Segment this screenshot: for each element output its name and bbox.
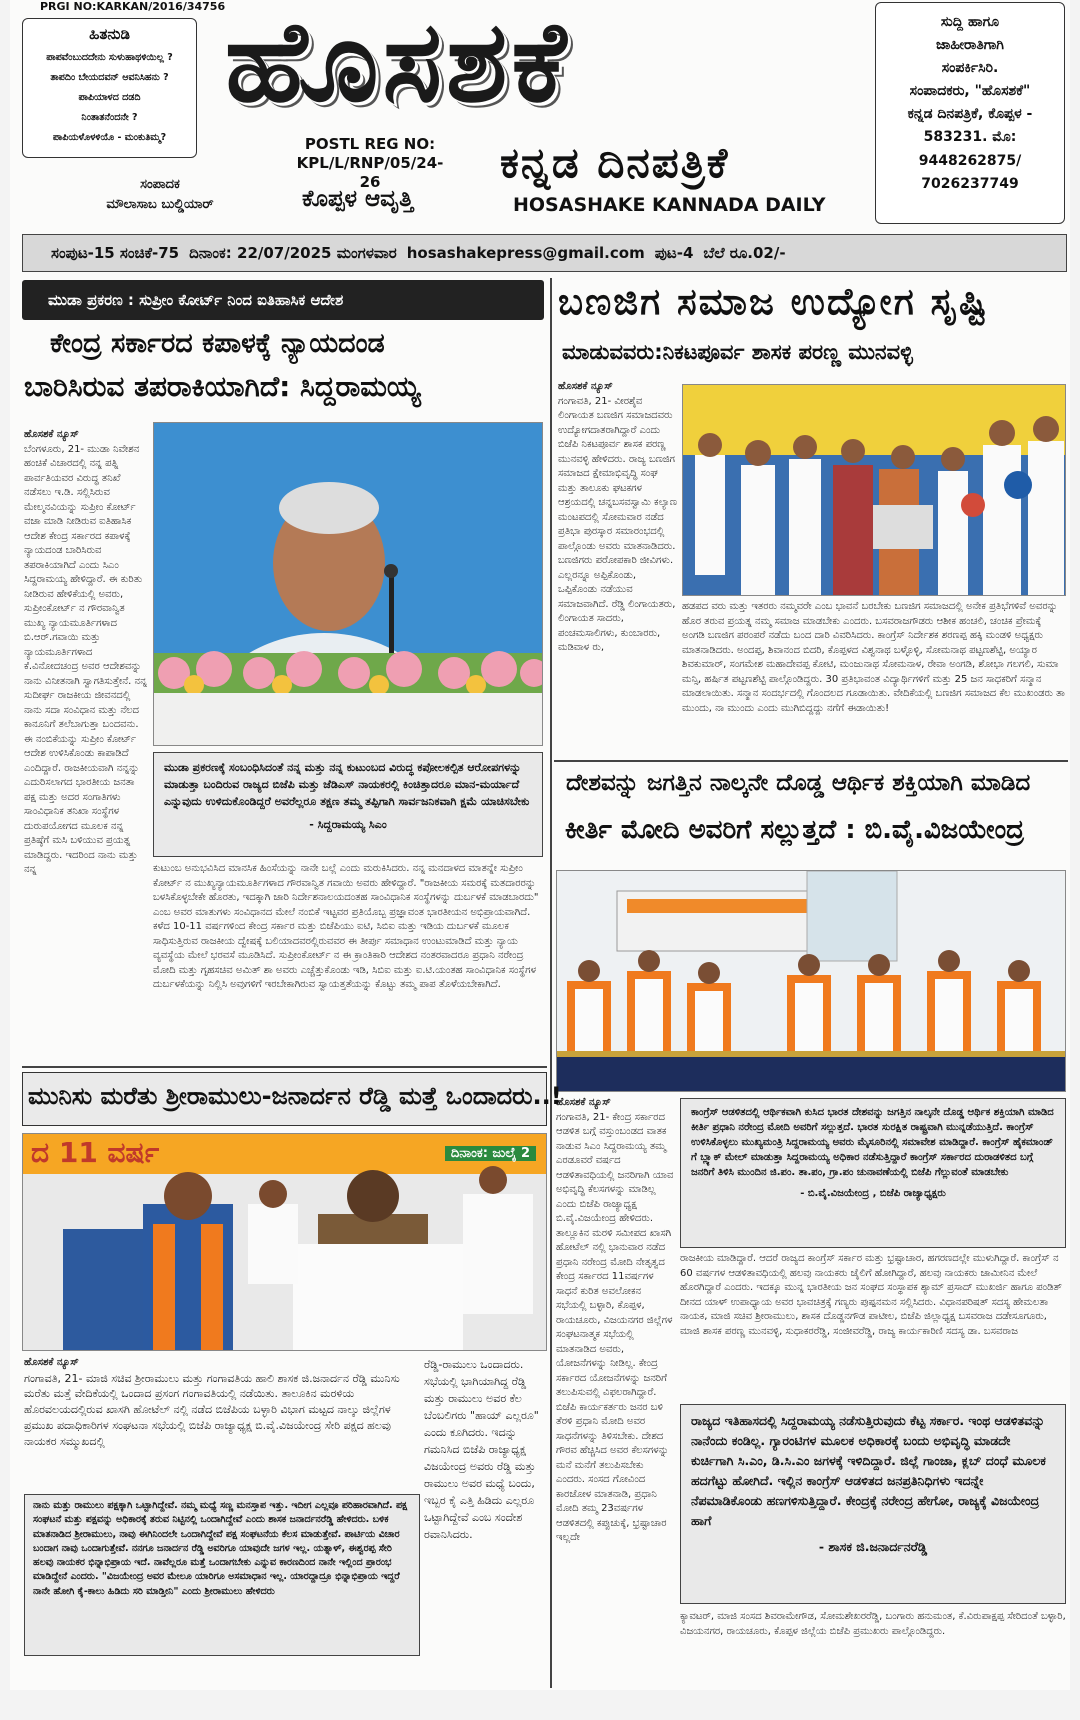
page-count: ಪುಟ-4	[654, 244, 694, 262]
story1-byline: ಹೊಸಶಕೆ ನ್ಯೂಸ್	[24, 429, 79, 440]
story2-photo	[682, 384, 1066, 596]
contact-line: ಜಾಹೀರಾತಿಗಾಗಿ	[936, 37, 1004, 54]
contact-line: 7026237749	[921, 175, 1019, 192]
story3-body-2: ರಾಜಕೀಯ ಮಾಡಿದ್ದಾರೆ. ಆದರೆ ರಾಜ್ಯದ ಕಾಂಗ್ರೆಸ್ ಸರ್ಕಾರ ಮತ್ತು ಭ್ರಷ್ಟಾಚಾರ, ಹಗರಣದಲ್ಲೇ ಮುಳುಗಿದ್ದಾರೆ. ಕಾಂಗ್ರೆಸ್ ನ 60 ವರ್ಷಗಳ ಆಡಳಿತಾವಧಿಯಲ್ಲಿ ಹಲವು ನಾಯಕರು ಜೈಲಿಗೆ ಹೋಗಿದ್ದಾರೆ, ಹಲವು ನಾಯಕರು ಜಾಮೀನಿನ ಮೇಲೆ ಹೊರಗಿದ್ದಾರೆ ಎಂದರು. ಇದಕ್ಕೂ ಮುನ್ನ ಭಾರತೀಯ ಜನ ಸಂಘದ ಸಂಸ್ಥಾಪಕ ಶ್ಯಾಮ್ ಪ್ರಸಾದ್ ಮುಖರ್ಜಿ ಹಾಗೂ ಪಂಡಿತ್ ದೀನದ ಯಾಳ್ ಉಪಾಧ್ಯಾಯ ಅವರ ಭಾವಚಿತ್ರಕ್ಕೆ ಗಣ್ಯರು ಪುಷ್ಪನಮನ ಸಲ್ಲಿಸಿದರು. ವಿಧಾನಪರಿಷತ್ ಸದಸ್ಯ ಹೇಮಲತಾ ನಾಯಕ, ಮಾಜಿ ಸಚಿವ ಶ್ರೀರಾಮುಲು, ಶಾಸಕ ದೊಡ್ಡನಗೌಡ ಪಾಟೀಲ, ಬಿಜೆಪಿ ಜಿಲ್ಲಾಧ್ಯಕ್ಷ ಬಸವರಾಜ ದಡೇಸೂಗೂರು, ಮಾಜಿ ಶಾಸಕ ಪರಣ್ಣ ಮುನವಳ್ಳಿ, ಸುಧಾಕರರೆಡ್ಡಿ, ಸಂಜೀವರೆಡ್ಡಿ, ರಾಜ್ಯ ಕಾರ್ಯಕಾರಿಣಿ ಸದಸ್ಯ ಡಾ. ಬಸವರಾಜ	[680, 1253, 1062, 1337]
editor-block	[70, 175, 250, 214]
story1-kicker: ಮುಡಾ ಪ್ರಕರಣ : ಸುಪ್ರೀಂ ಕೋರ್ಟ್ ನಿಂದ ಐತಿಹಾಸಿಕ ಆದೇಶ	[22, 280, 544, 320]
story3-byline: ಹೊಸಶಕೆ ನ್ಯೂಸ್	[556, 1097, 611, 1108]
story1-body-2: ಕುಟುಂಬ ಅನುಭವಿಸಿದ ಮಾನಸಿಕ ಹಿಂಸೆಯನ್ನು ನಾನೇ ಬಲ್ಲೆ ಎಂದು ಮರುಕಿಸಿದರು. ನನ್ನ ಮನದಾಳದ ಮಾತನ್ನೇ ಸುಪ್ರೀಂ ಕೋರ್ಟ್ ನ ಮುಖ್ಯನ್ಯಾಯಮೂರ್ತಿಗಳಾದ ಗೌರವಾನ್ವಿತ ಗವಾಯಿ ಅವರು ಹೇಳಿದ್ದಾರೆ. "ರಾಜಕೀಯ ಸಮರಕ್ಕೆ ಮತದಾರರನ್ನು ಬಳಸಿಕೊಳ್ಳಬೇಕೇ ಹೊರತು, ಇದಕ್ಕಾಗಿ ಜಾರಿ ನಿರ್ದೇಶನಾಲಯದಂತಹ ಸಾಂವಿಧಾನಿಕ ಸಂಸ್ಥೆಗಳನ್ನು ದುರ್ಬಳಕೆ ಮಾಡಬಾರದು" ಎಂಬ ಅವರ ಮಾತುಗಳು ಸಂವಿಧಾನದ ಮೇಲೆ ನಂಬಿಕೆ ಇಟ್ಟವರ ಪ್ರತಿಯೊಬ್ಬ ಪ್ರಜ್ಞಾವಂತ ಭಾರತೀಯನ ಅಭಿಪ್ರಾಯವಾಗಿದೆ. ಕಳೆದ 10-11 ವರ್ಷಗಳಿಂದ ಕೇಂದ್ರ ಸರ್ಕಾರ ಮತ್ತು ಬಿಜೆಪಿಯು ಐಟಿ, ಸಿಬಿಐ ಮತ್ತು ಇಡಿಯ ದುರ್ಬಳಕೆ ಮೂಲಕ ಸಾಧಿಸುತ್ತಿರುವ ರಾಜಕೀಯ ದ್ವೇಷಕ್ಕೆ ಬಲಿಯಾದವರಲ್ಲಿರುವವರ ಈ ತೀರ್ಪು ಸಮಾಧಾನ ಉಂಟುಮಾಡಿದೆ ಮತ್ತು ನ್ಯಾಯ ವ್ಯವಸ್ಥೆಯ ಮೇಲೆ ಭರವಸೆ ಮೂಡಿಸಿದೆ. ಸುಪ್ರೀಂಕೋರ್ಟ್ ನ ಈ ಕ್ರಾಂತಿಕಾರಿ ಆದೇಶದ ನಂತರವಾದರೂ ಪ್ರಧಾನಿ ನರೇಂದ್ರ ಮೋದಿ ಮತ್ತು ಗೃಹಸಚಿವ ಅಮಿತ್ ಶಾ ಅವರು ಎಚ್ಚೆತ್ತುಕೊಂಡು ಇಡಿ, ಸಿಬಿಐ ಮತ್ತು ಐ.ಟಿ.ಯಂತಹ ಸಾಂವಿಧಾನಿಕ ಸಂಸ್ಥೆಗಳ ದುರ್ಬಳಕೆಯನ್ನು ನಿಲ್ಲಿಸಿ ಅವುಗಳಿಗೆ ಇರಬೇಕಾಗಿರುವ ಸ್ವಾಯತ್ತತೆಯನ್ನು ಕೊಟ್ಟು ತಮ್ಮ ಪಾಪ ತೊಳೆಯಬೇಕಾಗಿದೆ.	[153, 863, 539, 990]
contact-line: ಕನ್ನಡ ದಿನಪತ್ರಿಕೆ, ಕೊಪ್ಪಳ -	[907, 106, 1033, 123]
edition-name: ಕೊಪ್ಪಳ ಆವೃತ್ತಿ	[302, 186, 414, 212]
story1-headline-line1: ಕೇಂದ್ರ ಸರ್ಕಾರದ ಕಪಾಳಕ್ಕೆ ನ್ಯಾಯದಂಡ	[50, 328, 385, 359]
story4-photo	[22, 1133, 547, 1351]
story4-quote-box	[24, 1494, 420, 1656]
story1-column	[24, 428, 149, 1063]
story4-body: ಗಂಗಾವತಿ, 21- ಮಾಜಿ ಸಚಿವ ಶ್ರೀರಾಮುಲು ಮತ್ತು ಗಂಗಾವತಿಯ ಹಾಲಿ ಶಾಸಕ ಜಿ.ಜನಾರ್ದನ ರೆಡ್ಡಿ ಮುನಿಸು ಮರೆತು ಮತ್ತೆ ವೇದಿಕೆಯಲ್ಲಿ ಒಂದಾದ ಪ್ರಸಂಗ ಗಂಗಾವತಿಯಲ್ಲಿ ನಡೆಯಿತು. ತಾಲೂಕಿನ ಮರಳಿಯ ಹೊರವಲಯದಲ್ಲಿರುವ ಖಾಸಗಿ ಹೋಟೆಲ್ ನಲ್ಲಿ ನಡೆದ ಬಿಜೆಪಿಯ ಬಳ್ಳಾರಿ ವಿಭಾಗ ಮಟ್ಟದ ನಾಲ್ಕು ಜಿಲ್ಲೆಗಳ ಪ್ರಮುಖ ಪದಾಧಿಕಾರಿಗಳ ಸಂಘಟನಾ ಸಭೆಯಲ್ಲಿ ಬಿಜೆಪಿ ರಾಜ್ಯಾಧ್ಯಕ್ಷ ಬಿ.ವೈ.ವಿಜಯೇಂದ್ರ ಸೇರಿ ಪಕ್ಷದ ಹಲವು ನಾಯಕರ ಸಮ್ಮುಖದಲ್ಲಿ	[24, 1371, 400, 1449]
story2-column	[558, 380, 678, 752]
story2-headline-line1: ಬಣಜಿಗ ಸಮಾಜ ಉದ್ಯೋಗ ಸೃಷ್ಟಿ	[558, 280, 989, 323]
contact-line: 9448262875/	[918, 152, 1022, 169]
masthead-title: ಹೊಸಶಕೆ	[225, 2, 571, 122]
story3-column-2	[680, 1252, 1066, 1400]
story3-quote-box-2	[680, 1404, 1066, 1604]
postal-registration	[290, 135, 450, 191]
story2-headline-line2: ಮಾಡುವವರು:ನಿಕಟಪೂರ್ವ ಶಾಸಕ ಪರಣ್ಣ ಮುನವಳ್ಳಿ	[562, 340, 913, 364]
thought-line: ಪಾಪಿಯಳೊಳಳಿಯೊ - ಮಂಕುತಿಮ್ಮ?	[52, 132, 167, 143]
issue-info-strip	[22, 234, 1067, 272]
story3-quote-2: ರಾಜ್ಯದ ಇತಿಹಾಸದಲ್ಲಿ ಸಿದ್ದರಾಮಯ್ಯ ನಡೆಸುತ್ತಿರುವುದು ಕೆಟ್ಟ ಸರ್ಕಾರ. ಇಂಥ ಆಡಳಿತವನ್ನು ನಾನೆಂದು ಕಂಡಿಲ್ಲ. ಗ್ಯಾರಂಟಿಗಳ ಮೂಲಕ ಅಧಿಕಾರಕ್ಕೆ ಬಂದು ಅಭಿವೃದ್ಧಿ ಮಾಡದೇ ಕುರ್ಚಿಗಾಗಿ ಸಿ.ಎಂ, ಡಿ.ಸಿ.ಎಂ ಜಗಳಕ್ಕೆ ಇಳಿದಿದ್ದಾರೆ. ಜಿಲ್ಲೆ ಗಾಂಜಾ, ಕ್ಲಬ್ ದಂಧೆ ಮೂಲಕ ಹದಗೆಟ್ಟು ಹೋಗಿದೆ. ಇಲ್ಲಿನ ಕಾಂಗ್ರೆಸ್ ಆಡಳಿತದ ಜನಪ್ರತಿನಿಧಿಗಳು ಇದನ್ನೇ ನೆಪಮಾಡಿಕೊಂಡು ಹಣಗಳಿಸುತ್ತಿದ್ದಾರೆ. ಕೇಂದ್ರಕ್ಕೆ ನರೇಂದ್ರ ಹೇಗೋ, ರಾಜ್ಯಕ್ಕೆ ವಿಜಯೇಂದ್ರ ಹಾಗೆ	[691, 1413, 1046, 1528]
story3-headline-line1: ದೇಶವನ್ನು ಜಗತ್ತಿನ ನಾಲ್ಕನೇ ದೊಡ್ಡ ಆರ್ಥಿಕ ಶಕ್ತಿಯಾಗಿ ಮಾಡಿದ	[566, 770, 1031, 796]
contact-line: ಸುದ್ದಿ ಹಾಗೂ	[940, 14, 1000, 30]
column-divider	[550, 278, 552, 1688]
subtitle-kannada: ಕನ್ನಡ ದಿನಪತ್ರಿಕೆ	[500, 138, 730, 187]
thought-line: ಪಾಪಿಯಾಳದ ದಡದಿ	[78, 92, 141, 103]
newspaper-page	[10, 0, 1070, 1690]
story1-photo	[153, 422, 543, 746]
bjp-meeting-photo-illustration	[557, 871, 1066, 1092]
editor-name: ಮೌಲಾಸಾಬ ಬುಲ್ಡಿಯಾರ್	[106, 196, 214, 212]
thought-line: ಪಾಪವೆಂಬುದದೇನು ಸುಳುಹಾಥಳಿಯಿಲ್ಲ ?	[46, 52, 173, 63]
photo-banner-text: ದ 11 ವರ್ಷ	[31, 1136, 160, 1169]
contact-line: 583231. ಮೊ:	[923, 129, 1017, 146]
price: ಬೆಲೆ ರೂ.02/-	[703, 244, 786, 262]
story2-body-wide: ಹಡಪದ ವರು ಮತ್ತು ಇತರರು ನಮ್ಮವರೇ ಎಂಬ ಭಾವನೆ ಬರಬೇಕು ಬಣಜಿಗ ಸಮಾಜದಲ್ಲಿ ಅನೇಕ ಪ್ರತಿಭೆಗಳಿವೆ ಅವರನ್ನು ಹೊರ ತರುವ ಪ್ರಯತ್ನ ನಮ್ಮ ಸಮಾಜ ಮಾಡಬೇಕು ಎಂದರು. ಬಸವರಾಜಗೌಡರು ಆಶೀಕ ಹಂಚಲಿ, ಚಂಚಿಕ ಪ್ರೇಮಕ್ಕೆ ಅಂಗಡಿ ಬಣಜಿಗ ಪರಂಪರೆ ನಡೆದು ಬಂದ ದಾರಿ ವಿವರಿಸಿದರು. ಕಾಂಗ್ರೆಸ್ ನಿರ್ದೇಶಕ ಶರಣಪ್ಪ ಹಕ್ಕಿ ಮಂಡಳಿ ಅಧ್ಯಕ್ಷರು ಮಾತನಾಡಿದರು. ಅಂದಪ್ಪ, ಶಿವಾನಂದ ಬಿದರಿ, ಕೊಪ್ಪಳದ ವಿಶ್ವನಾಥ ಬಳ್ಳೊಳ್ಳಿ, ಸೋಮನಾಥ ಪಟ್ಟಣಶೆಟ್ಟಿ, ಅಯ್ಯಾರ ಶಿವಕುಮಾರ್, ಸಂಗಮೇಶ ಮಹಾದೇವಪ್ಪ ಕೋಟಿ, ಮಂಜುನಾಥ ಸೋಮನಾಳ, ರೇವಾ ಅಂಗಡಿ, ಶೋಭಾ ಗಲಗಲಿ, ಸುಮಾ ಮನ್ಸಿ, ಹರ್ಷಿತ ಪಟ್ಟಣಶೆಟ್ಟಿ ಪಾಲ್ಗೊಂಡಿದ್ದರು. 30 ಪ್ರತಿಭಾವಂತ ವಿದ್ಯಾರ್ಥಿಗಳಿಗೆ ಮತ್ತು 25 ಜನ ಸಾಧಕರಿಗೆ ಸನ್ಮಾನ ಮಾಡಲಾಯಿತು. ಸನ್ಮಾನ ಸಂದರ್ಭದಲ್ಲಿ ಗೊಂದಲದ ಗೂಡಾಯಿತು. ವೇದಿಕೆಯಲ್ಲಿ ಬಣಜಿಗ ಸಮಾಜದ ಕೆಲ ಮುಖಂಡರು ತಾ ಮುಂದು, ನಾ ಮುಂದು ಎಂದು ಮುಗಿಬಿದ್ದದ್ದು ನಗೆಗೆ ಈಡಾಯಿತು!	[682, 601, 1065, 714]
prgi-number: PRGI NO:KARKAN/2016/34756	[40, 0, 226, 13]
thought-title: ಹಿತನುಡಿ	[89, 25, 130, 43]
contact-box	[875, 2, 1065, 224]
photo-banner-date: ದಿನಾಂಕ: ಜುಲೈ 2	[445, 1146, 536, 1161]
banajiga-event-photo-illustration	[683, 385, 1066, 596]
story3-column-3	[680, 1610, 1066, 1685]
divider	[554, 760, 1068, 762]
story2-body: ಗಂಗಾವತಿ, 21- ವೀರಶೈವ ಲಿಂಗಾಯತ ಬಣಜಿಗ ಸಮಾಜದವರು ಉದ್ಯೋಗದಾತರಾಗಿದ್ದಾರೆ ಎಂದು ಬಿಜೆಪಿ ನಿಕಟಪೂರ್ವ ಶಾಸಕ ಪರಣ್ಣ ಮುನವಳ್ಳಿ ಹೇಳಿದರು. ರಾಜ್ಯ ಬಣಜಿಗ ಸಮಾಜದ ಕ್ಷೇಮಾಭಿವೃದ್ಧಿ ಸಂಘ ಮತ್ತು ತಾಲೂಕು ಘಟಕಗಳ ಆಶ್ರಯದಲ್ಲಿ ಚನ್ನಬಸವಸ್ವಾಮಿ ಕಲ್ಯಾಣ ಮಂಟಪದಲ್ಲಿ ಸೋಮವಾರ ನಡೆದ ಪ್ರತಿಭಾ ಪುರಸ್ಕಾರ ಸಮಾರಂಭದಲ್ಲಿ ಪಾಲ್ಗೊಂಡು ಅವರು ಮಾತನಾಡಿದರು. ಬಣಜಿಗರು ಪರೋಪಕಾರಿ ಜೀವಿಗಳು. ಎಲ್ಲರನ್ನೂ ಅಪ್ಪಿಕೊಂಡು, ಒಪ್ಪಿಕೊಂಡು ನಡೆಯುವ ಸಮಾಜವಾಗಿದೆ. ರೆಡ್ಡಿ ಲಿಂಗಾಯತರು, ಲಿಂಗಾಯತ ಸಾದರು, ಪಂಚಮಸಾಲಿಗಳು, ಕುಂಬಾರರು, ಮಡಿವಾಳ ರು,	[558, 395, 677, 653]
email-address[interactable]: hosashakepress@gmail.com	[406, 244, 645, 262]
story3-quote-author: - ಬಿ.ವೈ.ವಿಜಯೇಂದ್ರ , ಬಿಜೆಪಿ ರಾಜ್ಯಾಧ್ಯಕ್ಷರು	[800, 1188, 946, 1199]
story1-column-2	[153, 862, 543, 1062]
story4-column-right	[424, 1356, 546, 1656]
story3-body-3: ಕ್ಯಾವಟರ್, ಮಾಜಿ ಸಂಸದ ಶಿವರಾಮೇಗೌಡ, ಸೋಮಶೇಖರರೆಡ್ಡಿ, ಬಂಗಾರು ಹನುಮಂತ, ಕೆ.ವಿರುಪಾಕ್ಷಪ್ಪ ಸೇರಿದಂತೆ ಬಳ್ಳಾರಿ, ವಿಜಯನಗರ, ರಾಯಚೂರು, ಕೊಪ್ಪಳ ಜಿಲ್ಲೆಯ ಬಿಜೆಪಿ ಪ್ರಮುಖರು ಪಾಲ್ಗೊಂಡಿದ್ದರು.	[680, 1611, 1066, 1637]
issue-date: ದಿನಾಂಕ: 22/07/2025 ಮಂಗಳವಾರ	[189, 244, 397, 262]
postal-reg-number: KPL/L/RNP/05/24-26	[296, 153, 444, 191]
story2-column-wide	[682, 600, 1066, 752]
story1-body: ಬೆಂಗಳೂರು, 21- ಮುಡಾ ನಿವೇಶನ ಹಂಚಿಕೆ ವಿಚಾರದಲ್ಲಿ ನನ್ನ ಪತ್ನಿ ಪಾರ್ವತಿಯವರ ವಿರುದ್ಧ ತನಿಖೆ ನಡೆಸಲು ಇ.ಡಿ. ಸಲ್ಲಿಸಿರುವ ಮೇಲ್ಮನವಿಯನ್ನು ಸುಪ್ರೀಂ ಕೋರ್ಟ್ ವಜಾ ಮಾಡಿ ನೀಡಿರುವ ಐತಿಹಾಸಿಕ ಆದೇಶ ಕೇಂದ್ರ ಸರ್ಕಾರದ ಕಪಾಳಕ್ಕೆ ನ್ಯಾಯದಂಡ ಬಾರಿಸಿರುವ ತಪರಾಕಿಯಾಗಿದೆ ಎಂದು ಸಿಎಂ ಸಿದ್ದರಾಮಯ್ಯ ಹೇಳಿದ್ದಾರೆ. ಈ ಕುರಿತು ನೀಡಿರುವ ಹೇಳಿಕೆಯಲ್ಲಿ ಅವರು, ಸುಪ್ರೀಂಕೋರ್ಟ್ ನ ಗೌರವಾನ್ವಿತ ಮುಖ್ಯ ನ್ಯಾಯಮೂರ್ತಿಗಳಾದ ಬಿ.ಆರ್.ಗವಾಯಿ ಮತ್ತು ನ್ಯಾಯಮೂರ್ತಿಗಳಾದ ಕೆ.ವಿನೋದಚಂದ್ರ ಅವರ ಆದೇಶವನ್ನು ನಾನು ವಿನೀತನಾಗಿ ಸ್ವಾಗತಿಸುತ್ತೇನೆ. ನನ್ನ ಸುದೀರ್ಘ ರಾಜಕೀಯ ಜೀವನದಲ್ಲಿ ನಾನು ಸದಾ ಸಂವಿಧಾನ ಮತ್ತು ನೆಲದ ಕಾನೂನಿಗೆ ತಲೆಬಾಗುತ್ತಾ ಬಂದವನು. ಈ ನಂಬಿಕೆಯನ್ನು ಸುಪ್ರೀಂ ಕೋರ್ಟ್ ಆದೇಶ ಉಳಿಸಿಕೊಂಡು ಕಾಪಾಡಿದೆ ಎಂದಿದ್ದಾರೆ. ರಾಜಕೀಯವಾಗಿ ನನ್ನನ್ನು ಎದುರಿಸಲಾಗದ ಭಾರತೀಯ ಜನತಾ ಪಕ್ಷ ಮತ್ತು ಅದರ ಸಂಗಾತಿಗಳು ಸಾಂವಿಧಾನಿಕ ತನಿಖಾ ಸಂಸ್ಥೆಗಳ ದುರುಪಯೋಗದ ಮೂಲಕ ನನ್ನ ಪ್ರತಿಷ್ಠೆಗೆ ಮಸಿ ಬಳಿಯುವ ಪ್ರಯತ್ನ ಮಾಡಿದ್ದರು. ಇದರಿಂದ ನಾನು ಮತ್ತು ನನ್ನ	[24, 443, 147, 875]
thought-line: ತಾಪದಿಂ ಬೇಯದವನ್ ಆವನಿಸಿಹನು ?	[50, 72, 169, 83]
editor-label: ಸಂಪಾದಕ	[140, 177, 180, 192]
siddaramaiah-photo-illustration	[154, 423, 543, 746]
thought-box	[22, 18, 197, 158]
story3-quote-box	[680, 1098, 1066, 1248]
thought-line: ನಿಂತಾತನೆಂದನೇ ?	[81, 112, 138, 123]
story2-byline: ಹೊಸಶಕೆ ನ್ಯೂಸ್	[558, 381, 613, 392]
story4-column	[24, 1356, 419, 1491]
story3-body: ಗಂಗಾವತಿ, 21- ಕೇಂದ್ರ ಸರ್ಕಾರದ ಆಡಳಿತ ಬಗ್ಗೆ ವಸ್ತುಂಬಂಡದ ವಾತಕ ನಾಡುವ ಸಿಎಂ ಸಿದ್ದರಾಮಯ್ಯ ತಮ್ಮ ಎರಡೂವರೆ ವರ್ಷದ ಆಡಳಿತಾವಧಿಯಲ್ಲಿ ಜನರಿಗಾಗಿ ಯಾವ ಅಭಿವೃದ್ಧಿ ಕೆಲಸಗಳನ್ನು ಮಾಡಿಲ್ಲ ಎಂದು ಬಿಜೆಪಿ ರಾಜ್ಯಾಧ್ಯಕ್ಷ ಬಿ.ವೈ.ವಿಜಯೇಂದ್ರ ಹೇಳಿದರು. ತಾಲ್ಲೂಕಿನ ಮರಳಿ ಸಮೀಪದ ಖಾಸಗಿ ಹೋಟೆಲ್ ನಲ್ಲಿ ಭಾನುವಾರ ನಡೆದ ಪ್ರಧಾನಿ ನರೇಂದ್ರ ಮೋದಿ ನೇತೃತ್ವದ ಕೇಂದ್ರ ಸರ್ಕಾರದ 11ವರ್ಷಗಳ ಸಾಧನೆ ಕುರಿತ ಅವಲೋಕನ ಸಭೆಯಲ್ಲಿ ಬಳ್ಳಾರಿ, ಕೊಪ್ಪಳ, ರಾಯಚೂರು, ವಿಜಯನಗರ ಜಿಲ್ಲೆಗಳ ಸಂಘಟನಾತ್ಮಕ ಸಭೆಯಲ್ಲಿ ಮಾತನಾಡಿದ ಅವರು, ಯೋಜನೆಗಳನ್ನು ನೀಡಿಲ್ಲ. ಕೇಂದ್ರ ಸರ್ಕಾರದ ಯೋಜನೆಗಳನ್ನು ಜನರಿಗೆ ತಲುಪಿಸುವಲ್ಲಿ ವಿಫಲರಾಗಿದ್ದಾರೆ. ಬಿಜೆಪಿ ಕಾರ್ಯಕರ್ತರು ಜನರ ಬಳಿ ತೆರಳಿ ಪ್ರಧಾನಿ ಮೋದಿ ಅವರ ಸಾಧನೆಗಳನ್ನು ತಿಳಿಸಬೇಕು. ದೇಶದ ಗೌರವ ಹೆಚ್ಚಿಸಿದ ಅವರ ಕೆಲಸಗಳನ್ನು ಮನೆ ಮನೆಗೆ ತಲುಪಿಸಬೇಕು ಎಂದರು. ಸಂಸದ ಗೋವಿಂದ ಕಾರಜೋಳ ಮಾತನಾಡಿ, ಪ್ರಧಾನಿ ಮೋದಿ ತಮ್ಮ 23ವರ್ಷಗಳ ಆಡಳಿತದಲ್ಲಿ ಕಪ್ಪುಚುಕ್ಕೆ, ಭ್ರಷ್ಟಾಚಾರ ಇಲ್ಲದೇ	[556, 1111, 674, 1543]
story1-quote-author: - ಸಿದ್ದರಾಮಯ್ಯ ಸಿಎಂ	[309, 818, 387, 832]
story4-quote: ನಾನು ಮತ್ತು ರಾಮುಲು ಪಕ್ಷಕ್ಕಾಗಿ ಒಟ್ಟಾಗಿದ್ದೇವೆ. ನಮ್ಮ ಮಧ್ಯೆ ಸಣ್ಣ ಮನಸ್ತಾಪ ಇತ್ತು. ಇದೀಗ ಎಲ್ಲವೂ ಪರಿಹಾರವಾಗಿದೆ. ಪಕ್ಷ ಸಂಘಟನೆ ಮತ್ತು ಪಕ್ಷವನ್ನು ಅಧಿಕಾರಕ್ಕೆ ತರುವ ನಿಟ್ಟಿನಲ್ಲಿ ಒಂದಾಗಿದ್ದೇವೆ ಎಂದು ಶಾಸಕ ಜನಾರ್ದನರೆಡ್ಡಿ ಹೇಳಿದರು. ಬಳಿಕ ಮಾತನಾಡಿದ ಶ್ರೀರಾಮುಲು, ನಾವು ಈಗಿನಿಂದಲೇ ಒಂದಾಗಿದ್ದೇವೆ ಪಕ್ಷ ಸಂಘಟನೆಯ ಕೆಲಸ ಮಾಡುತ್ತೇವೆ. ಪಾರ್ಟಿಯ ವಿಚಾರ ಬಂದಾಗ ನಾವು ಒಂದಾಗುತ್ತೇವೆ. ನನಗೂ ಜನಾರ್ದನ ರೆಡ್ಡಿ ಅವರಿಗೂ ಯಾವುದೇ ಜಗಳ ಇಲ್ಲ. ಯತ್ನಾಳ್, ಈಶ್ವರಪ್ಪ ಸೇರಿ ಹಲವು ನಾಯಕರ ಭಿನ್ನಾಭಿಪ್ರಾಯ ಇದೆ. ನಾವೆಲ್ಲರೂ ಮತ್ತೆ ಒಂದಾಗಬೇಕು ಎನ್ನುವ ಕಾರಣದಿಂದ ನಾನೇ ಇಲ್ಲಿಂದ ಪ್ರಾರಂಭ ಮಾಡಿದ್ದೇನೆ ಎಂದರು. "ವಿಜಯೇಂದ್ರ ಅವರ ಮೇಲೂ ಯಾರಿಗೂ ಅಸಮಾಧಾನ ಇಲ್ಲ. ಯಾರದ್ದಾದ್ರೂ ಭಿನ್ನಾಭಿಪ್ರಾಯ ಇದ್ದರೆ ನಾನೇ ಹೋಗಿ ಕೈ-ಕಾಲು ಹಿಡಿದು ಸರಿ ಮಾಡ್ತೀನಿ" ಎಂದು ಶ್ರೀರಾಮುಲು ಹೇಳಿದರು	[33, 1500, 408, 1597]
story3-quote-2-author: - ಶಾಸಕ ಜಿ.ಜನಾರ್ದನರೆಡ್ಡಿ	[818, 1539, 928, 1554]
story3-headline-line2: ಕೀರ್ತಿ ಮೋದಿ ಅವರಿಗೆ ಸಲ್ಲುತ್ತದೆ : ಬಿ.ವೈ.ವಿಜಯೇಂದ್ರ	[565, 815, 1025, 845]
story4-headline: ಮುನಿಸು ಮರೆತು ಶ್ರೀರಾಮುಲು-ಜನಾರ್ದನ ರೆಡ್ಡಿ ಮತ್ತೆ ಒಂದಾದರು..!	[28, 1082, 562, 1110]
story1-headline-line2: ಬಾರಿಸಿರುವ ತಪರಾಕಿಯಾಗಿದೆ: ಸಿದ್ದರಾಮಯ್ಯ	[24, 370, 421, 403]
contact-line: ಸಂಪಾದಕರು, "ಹೊಸಶಕೆ"	[909, 83, 1031, 100]
story4-body-right: ರೆಡ್ಡಿ-ರಾಮುಲು ಒಂದಾದರು. ಸಭೆಯಲ್ಲಿ ಭಾಗಿಯಾಗಿದ್ದ ರೆಡ್ಡಿ ಮತ್ತು ರಾಮುಲು ಅವರ ಕೆಲ ಬೆಂಬಲಿಗರು "ಹಾಯ್ ಎಲ್ಲರೂ" ಎಂದು ಕೂಗಿದರು. ಇದನ್ನು ಗಮನಿಸಿದ ಬಿಜೆಪಿ ರಾಜ್ಯಾಧ್ಯಕ್ಷ ವಿಜಯೇಂದ್ರ ಅವರು ರೆಡ್ಡಿ ಮತ್ತು ರಾಮುಲು ಅವರ ಮಧ್ಯೆ ಬಂದು, ಇಬ್ಬರ ಕೈ ಎತ್ತಿ ಹಿಡಿದು ಎಲ್ಲರೂ ಒಟ್ಟಾಗಿದ್ದೇವೆ ಎಂಬ ಸಂದೇಶ ರವಾನಿಸಿದರು.	[424, 1358, 539, 1542]
story3-photo	[556, 870, 1066, 1092]
story3-column	[556, 1096, 674, 1688]
volume-issue: ಸಂಪುಟ-15 ಸಂಚಿಕೆ-75	[51, 244, 180, 262]
story1-quote-box	[153, 752, 543, 857]
postal-reg-label: POSTL REG NO:	[304, 135, 436, 153]
divider	[22, 1066, 547, 1068]
story1-quote: ಮುಡಾ ಪ್ರಕರಣಕ್ಕೆ ಸಂಬಂಧಿಸಿದಂತೆ ನನ್ನ ಮತ್ತು ನನ್ನ ಕುಟುಂಬದ ವಿರುದ್ಧ ಕಪೋಲಕಲ್ಪಿತ ಆರೋಪಗಳನ್ನು ಮಾಡುತ್ತಾ ಬಂದಿರುವ ರಾಜ್ಯದ ಬಿಜೆಪಿ ಮತ್ತು ಜೆಡಿಎಸ್ ನಾಯಕರಲ್ಲಿ ಕಿಂಚಿತ್ತಾದರೂ ಮಾನ-ಮರ್ಯಾದೆ ಎನ್ನುವುದು ಉಳಿದುಕೊಂಡಿದ್ದರೆ ಅವರೆಲ್ಲರೂ ತಕ್ಷಣ ತಮ್ಮ ತಪ್ಪಿಗಾಗಿ ಸಾರ್ವಜನಿಕವಾಗಿ ಕ್ಷಮೆ ಯಾಚಿಸಬೇಕು	[164, 761, 530, 809]
story3-quote: ಕಾಂಗ್ರೆಸ್ ಆಡಳಿತದಲ್ಲಿ ಆರ್ಥಿಕವಾಗಿ ಕುಸಿದ ಭಾರತ ದೇಶವನ್ನು ಜಗತ್ತಿನ ನಾಲ್ಕನೇ ದೊಡ್ಡ ಆರ್ಥಿಕ ಶಕ್ತಿಯಾಗಿ ಮಾಡಿದ ಕೀರ್ತಿ ಪ್ರಧಾನಿ ನರೇಂದ್ರ ಮೋದಿ ಅವರಿಗೆ ಸಲ್ಲುತ್ತದೆ. ಭಾರತ ಸುರಕ್ಷಿತ ರಾಷ್ಟ್ರವಾಗಿ ಮುನ್ನಡೆಯುತ್ತಿದೆ. ಕಾಂಗ್ರೆಸ್ ಉಳಿಸಿಕೊಳ್ಳಲು ಮುಖ್ಯಮಂತ್ರಿ ಸಿದ್ದರಾಮಯ್ಯ ಅವರು ಮೈಸೂರಿನಲ್ಲಿ ಸಮಾವೇಶ ಮಾಡಿದ್ದಾರೆ. ಕಾಂಗ್ರೆಸ್ ಹೈಕಮಾಂಡ್ ಗೆ ಬ್ಲ್ಯಾಕ್ ಮೇಲ್ ಮಾಡುತ್ತಾ ಸಿದ್ದರಾಮಯ್ಯ ಅಧಿಕಾರ ನಡೆಸುತ್ತಿದ್ದಾರೆ ಕಾಂಗ್ರೆಸ್ ಸರ್ಕಾರದ ದುರಾಡಳಿತದ ಬಗ್ಗೆ ಜನರಿಗೆ ತಿಳಿಸಿ ಮುಂದಿನ ಜಿ.ಪಂ. ತಾ.ಪಂ, ಗ್ರಾ.ಪಂ ಚುನಾವಣೆಯಲ್ಲಿ ಬಿಜೆಪಿ ಗೆಲ್ಲುವಂತೆ ಮಾಡಬೇಕು	[691, 1107, 1054, 1178]
story4-byline: ಹೊಸಶಕೆ ನ್ಯೂಸ್	[24, 1357, 79, 1368]
contact-line: ಸಂಪರ್ಕಿಸಿರಿ.	[941, 60, 999, 77]
subtitle-english: HOSASHAKE KANNADA DAILY	[513, 194, 826, 216]
